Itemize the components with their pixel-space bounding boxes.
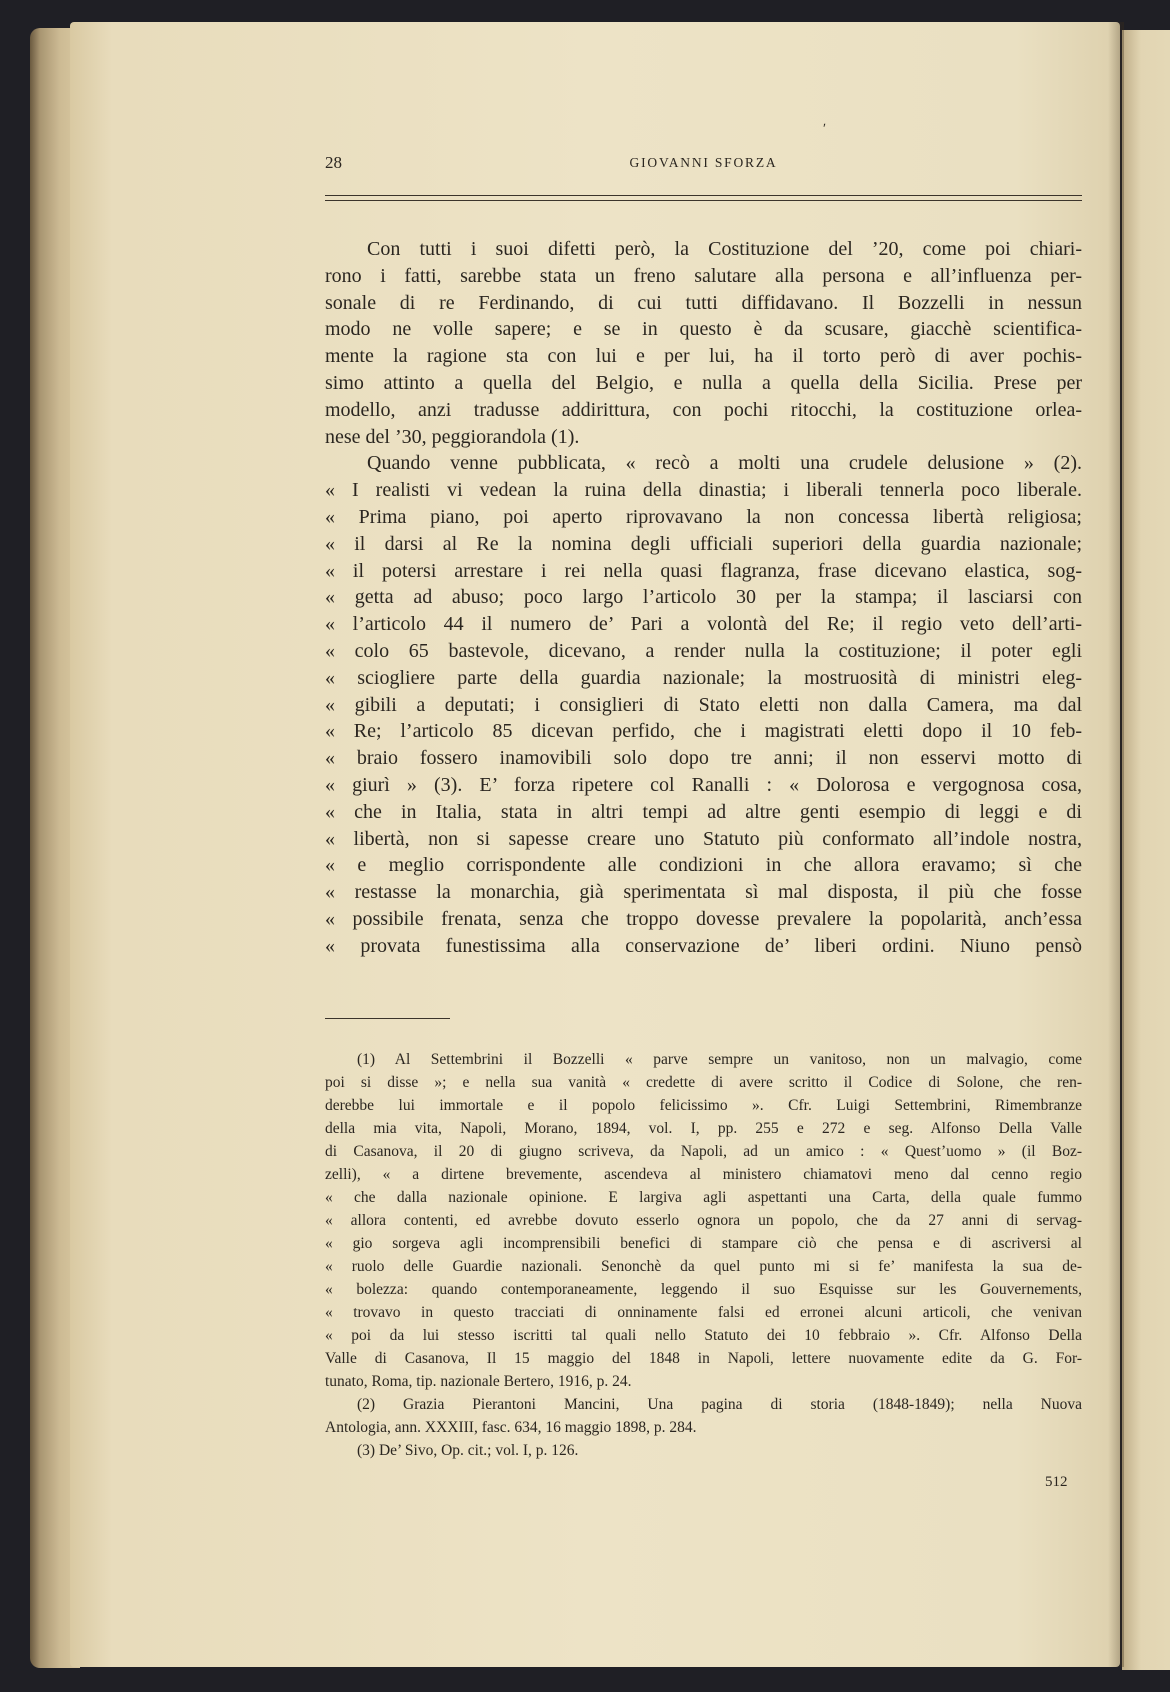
- stray-mark: ʹ: [823, 122, 827, 137]
- footnote-line: Antologia, ann. XXXIII, fasc. 634, 16 maggio 1898, p. 284.: [325, 1419, 697, 1436]
- body-line: Quando venne pubblicata, « recò a molti una crudele delusione » (2).: [367, 452, 1082, 475]
- body-line: simo attinto a quella del Belgio, e nulla a quella della Sicilia. Prese per: [325, 371, 1082, 394]
- body-line: « il potersi arrestare i rei nella quasi flagranza, frase dicevano elastica, sog-: [325, 559, 1082, 582]
- footnote-line: di Casanova, il 20 di giugno scriveva, da Napoli, ad un amico : « Quest’uomo » (il Boz-: [325, 1143, 1082, 1160]
- signature-mark: 512: [1045, 1474, 1068, 1490]
- header-rule-bottom: [325, 200, 1082, 201]
- page-header: [325, 153, 1082, 181]
- footnote-line: (1) Al Settembrini il Bozzelli « parve sempre un vanitoso, non un malvagio, come: [357, 1051, 1082, 1068]
- footnote-line: « gio sorgeva agli incomprensibili benefici di stampare ciò che pensa e di ascriversi al: [325, 1235, 1082, 1252]
- footnote-line: « bolezza: quando contemporaneamente, leggendo il suo Esquisse sur les Gouvernements,: [325, 1281, 1082, 1298]
- footnote-rule: [325, 1018, 450, 1019]
- body-line: « giurì » (3). E’ forza ripetere col Ranalli : « Dolorosa e vergognosa cosa,: [325, 773, 1082, 796]
- body-line: « sciogliere parte della guardia nazionale; la mostruosità di ministri eleg-: [325, 666, 1082, 689]
- footnote-line: tunato, Roma, tip. nazionale Bertero, 1916, p. 24.: [325, 1373, 632, 1390]
- body-line: Con tutti i suoi difetti però, la Costituzione del ’20, come poi chiari-: [367, 238, 1082, 260]
- body-line: « l’articolo 44 il numero de’ Pari a volontà del Re; il regio veto dell’arti-: [325, 613, 1082, 636]
- running-head: GIOVANNI SFORZA: [629, 155, 778, 170]
- footnotes: [325, 1048, 1082, 1462]
- body-line: « gibili a deputati; i consiglieri di Stato eletti non dalla Camera, ma dal: [325, 693, 1082, 716]
- page-fold-shadow: [1108, 22, 1124, 1667]
- body-line: « il darsi al Re la nomina degli ufficiali superiori della guardia nazionale;: [325, 532, 1082, 555]
- body-line: « restasse la monarchia, già sperimentata sì mal disposta, il più che fosse: [325, 881, 1082, 904]
- footnote-line: « che dalla nazionale opinione. E largiva agli aspettanti una Carta, della quale fummo: [325, 1189, 1082, 1206]
- footnote-line: derebbe lui immortale e il popolo felicissimo ». Cfr. Luigi Settembrini, Rimembranze: [325, 1097, 1082, 1114]
- footnote-line: « poi da lui stesso iscritti tal quali nello Statuto dei 10 febbraio ». Cfr. Alfonso Della: [325, 1327, 1082, 1344]
- footnote-line: zelli), « a dirtene brevemente, ascendeva al ministero chiamatovi meno dal cenno regio: [325, 1166, 1082, 1183]
- body-line: sonale di re Ferdinando, di cui tutti diffidavano. Il Bozzelli in nessun: [325, 291, 1082, 314]
- body-line: « braio fossero inamovibili solo dopo tre anni; il non esservi motto di: [325, 747, 1082, 770]
- body-line: « e meglio corrispondente alle condizioni in che allora eravamo; sì che: [325, 854, 1082, 877]
- body-line: mente la ragione sta con lui e per lui, ha il torto però di aver pochis-: [325, 345, 1082, 368]
- body-line: « libertà, non si sapesse creare uno Statuto più conformato all’indole nostra,: [325, 827, 1082, 850]
- footnote-line: « allora contenti, ed avrebbe dovuto esserlo ognora un popolo, che da 27 anni di servag-: [325, 1212, 1082, 1229]
- body-line: « provata funestissima alla conservazione de’ liberi ordini. Niuno pensò: [325, 934, 1082, 957]
- body-line: « I realisti vi vedean la ruina della dinastia; i liberali tennerla poco liberale.: [325, 479, 1082, 502]
- body-line: « che in Italia, stata in altri tempi ad altre genti esempio di leggi e di: [325, 800, 1082, 823]
- footnote-line: Valle di Casanova, Il 15 maggio del 1848 in Napoli, lettere nuovamente edite da G. For-: [325, 1350, 1082, 1367]
- body-line: « getta ad abuso; poco largo l’articolo 30 per la stampa; il lasciarsi con: [325, 586, 1082, 609]
- body-line: nese del ’30, peggiorandola (1).: [325, 425, 580, 448]
- body-line: rono i fatti, sarebbe stata un freno salutare alla persona e all’influenza per-: [325, 264, 1082, 287]
- footnote-line: (3) De’ Sivo, Op. cit.; vol. I, p. 126.: [357, 1442, 579, 1459]
- footnote-line: « ruolo delle Guardie nazionali. Senonchè da quel punto mi si fe’ manifesta la sua de-: [325, 1258, 1082, 1275]
- body-line: modo ne volle sapere; e se in questo è da scusare, giacchè scientifica-: [325, 318, 1082, 341]
- body-line: « Re; l’articolo 85 dicevan perfido, che i magistrati eletti dopo il 10 feb-: [325, 720, 1082, 743]
- body-line: « possibile frenata, senza che troppo dovesse prevalere la popolarità, anch’essa: [325, 907, 1082, 930]
- body-text: [325, 236, 1082, 960]
- footnote-line: poi si disse »; e nella sua vanità « credette di avere scritto il Codice di Solone, che ren-: [325, 1074, 1082, 1091]
- body-line: modello, anzi tradusse addirittura, con pochi ritocchi, la costituzione orlea-: [325, 398, 1082, 421]
- footnote-line: (2) Grazia Pierantoni Mancini, Una pagina di storia (1848-1849); nella Nuova: [357, 1396, 1082, 1413]
- footnote-line: « trovavo in questo tracciati di onninamente falsi ed erronei alcuni articoli, che venivan: [325, 1304, 1082, 1321]
- header-rule-top: [325, 195, 1082, 196]
- facing-page-edge: [1122, 30, 1170, 1670]
- body-line: « colo 65 bastevole, dicevano, a render nulla la costituzione; il poter egli: [325, 639, 1082, 662]
- body-line: « Prima piano, poi aperto riprovavano la non concessa libertà religiosa;: [325, 505, 1082, 528]
- footnote-line: della mia vita, Napoli, Morano, 1894, vol. I, pp. 255 e 272 e seg. Alfonso Della Valle: [325, 1120, 1082, 1137]
- page-number: 28: [325, 153, 342, 172]
